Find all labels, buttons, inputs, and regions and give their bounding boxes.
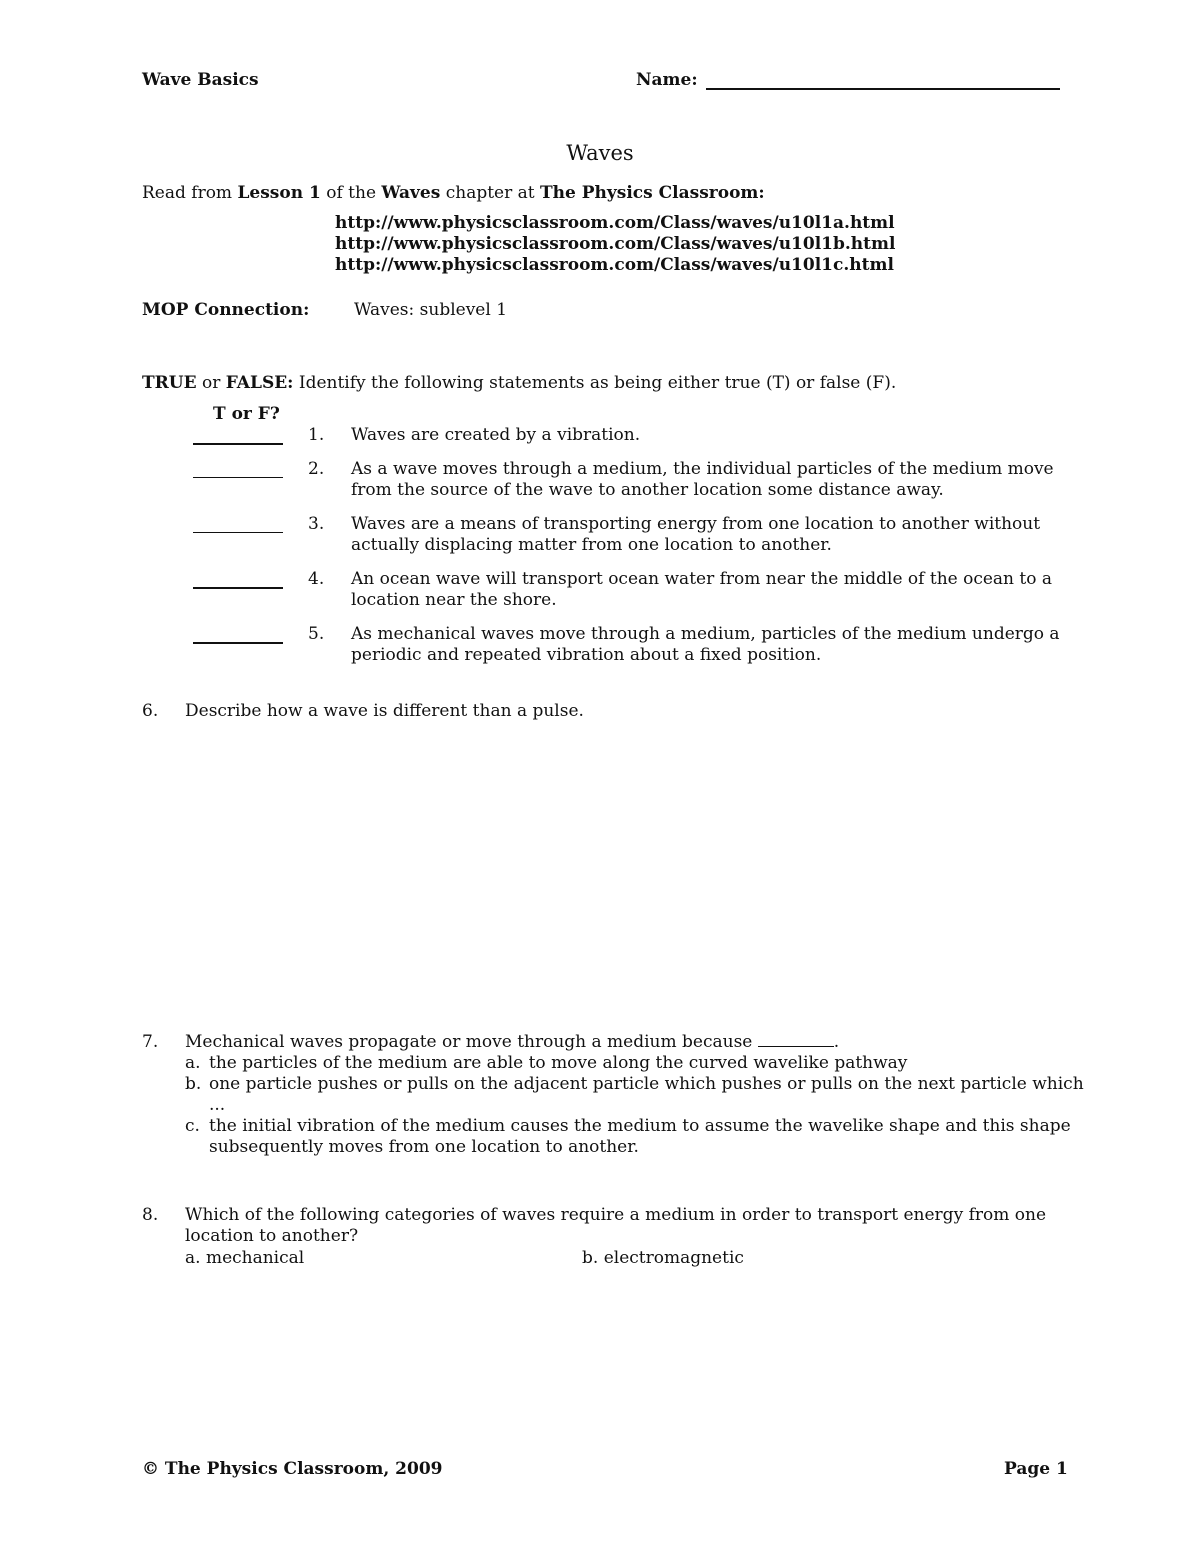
true-false-instruction: [142, 373, 896, 393]
question-number: 8.: [142, 1205, 159, 1225]
q7-text-pre: Mechanical waves propagate or move through a medium because: [185, 1032, 758, 1052]
item-statement: Waves are a means of transporting energy from one location to another without actually displacing matter from one location to another.: [351, 514, 1041, 555]
question-text: Which of the following categories of waves require a medium in order to transport energy from one location to another?: [185, 1205, 1046, 1246]
question-number: 7.: [142, 1032, 159, 1052]
page-title: Waves: [566, 141, 634, 165]
option-electromagnetic[interactable]: b. electromagnetic: [582, 1248, 744, 1268]
item-number: 3.: [308, 514, 325, 534]
option-letter: c.: [185, 1116, 200, 1136]
url-link[interactable]: http://www.physicsclassroom.com/Class/waves/u10l1a.html: [335, 213, 895, 233]
answer-blank[interactable]: [193, 642, 283, 644]
option-b[interactable]: [185, 1074, 1085, 1116]
name-blank-line[interactable]: [706, 88, 1060, 90]
option-a[interactable]: [185, 1053, 1085, 1074]
label-true: TRUE: [142, 373, 197, 393]
intro-mid2: chapter at: [440, 183, 541, 203]
intro-site: The Physics Classroom:: [540, 183, 765, 203]
item-statement: An ocean wave will transport ocean water from near the middle of the ocean to a location near the shore.: [351, 569, 1053, 610]
answer-blank[interactable]: [193, 477, 283, 478]
option-text: one particle pushes or pulls on the adjacent particle which pushes or pulls on the next particle which ...: [209, 1074, 1084, 1115]
option-letter: a.: [185, 1053, 201, 1073]
intro-chapter: Waves: [381, 183, 441, 203]
q7-text-post: .: [833, 1032, 840, 1052]
url-link[interactable]: http://www.physicsclassroom.com/Class/waves/u10l1b.html: [335, 234, 896, 254]
name-label: Name:: [636, 70, 698, 90]
reading-instruction: [142, 183, 765, 203]
label-false: FALSE:: [225, 373, 294, 393]
answer-blank[interactable]: [193, 587, 283, 589]
tf-column-heading: T or F?: [213, 404, 280, 424]
copyright-notice: © The Physics Classroom, 2009: [142, 1459, 443, 1479]
item-number: 5.: [308, 624, 325, 644]
intro-pre: Read from: [142, 183, 238, 203]
intro-lesson: Lesson 1: [237, 183, 321, 203]
answer-blank[interactable]: [193, 532, 283, 533]
intro-mid: of the: [320, 183, 382, 203]
item-number: 2.: [308, 459, 325, 479]
q7-options: [185, 1053, 1085, 1158]
item-statement: As mechanical waves move through a medium, particles of the medium undergo a periodic and repeated vibration about a fixed position.: [351, 624, 1060, 665]
option-text: the initial vibration of the medium causes the medium to assume the wavelike shape and this shape subsequently moves from one location to another.: [209, 1116, 1071, 1157]
url-link[interactable]: http://www.physicsclassroom.com/Class/waves/u10l1c.html: [335, 255, 894, 275]
question-number: 6.: [142, 701, 159, 721]
item-number: 1.: [308, 425, 325, 445]
option-text: the particles of the medium are able to move along the curved wavelike pathway: [209, 1053, 908, 1073]
url-list: [335, 213, 895, 276]
question-text: [185, 1032, 1085, 1053]
item-statement: As a wave moves through a medium, the individual particles of the medium move from the source of the wave to another location some distance away.: [351, 459, 1054, 500]
page-number: Page 1: [1004, 1459, 1068, 1479]
option-mechanical[interactable]: a. mechanical: [185, 1248, 305, 1268]
mop-connection-value: Waves: sublevel 1: [354, 300, 508, 320]
label-or: or: [196, 373, 226, 393]
worksheet-header-title: Wave Basics: [142, 70, 259, 90]
mop-connection-label: MOP Connection:: [142, 300, 310, 320]
tf-instruction-text: Identify the following statements as being either true (T) or false (F).: [293, 373, 897, 393]
item-statement: Waves are created by a vibration.: [351, 425, 641, 445]
answer-blank[interactable]: [193, 443, 283, 445]
q7-answer-blank[interactable]: [758, 1032, 834, 1047]
item-number: 4.: [308, 569, 325, 589]
question-text: Describe how a wave is different than a pulse.: [185, 701, 584, 721]
option-c[interactable]: [185, 1116, 1085, 1158]
option-letter: b.: [185, 1074, 202, 1094]
